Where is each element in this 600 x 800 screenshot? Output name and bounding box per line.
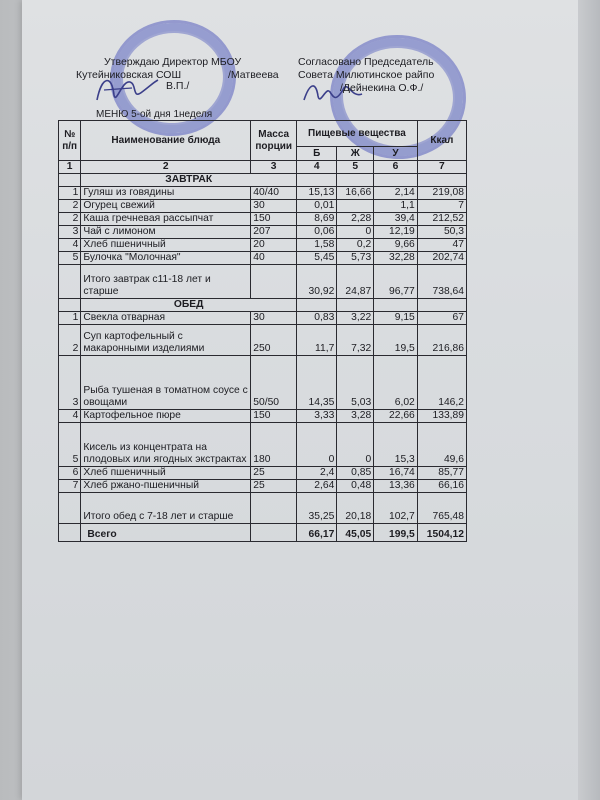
grand-total-u: 199,5 bbox=[374, 524, 418, 542]
header-kcal: Ккал bbox=[417, 121, 466, 161]
row-num: 4 bbox=[59, 410, 81, 423]
row-b: 5,45 bbox=[297, 252, 337, 265]
lunch-total-b: 35,25 bbox=[297, 493, 337, 524]
row-mass: 150 bbox=[251, 410, 297, 423]
table-row bbox=[59, 213, 467, 226]
row-num: 2 bbox=[59, 325, 81, 356]
approval-left-line1: Утверждаю Директор МБОУ bbox=[104, 56, 242, 68]
page-edge bbox=[578, 0, 600, 800]
row-u: 9,66 bbox=[374, 239, 418, 252]
row-num: 3 bbox=[59, 226, 81, 239]
approval-left-name: /Матвеева bbox=[228, 69, 279, 81]
row-b: 0 bbox=[297, 423, 337, 467]
row-b: 0,06 bbox=[297, 226, 337, 239]
row-zh: 3,22 bbox=[337, 312, 374, 325]
row-b: 3,33 bbox=[297, 410, 337, 423]
row-u: 6,02 bbox=[374, 356, 418, 410]
table-row bbox=[59, 356, 467, 410]
row-mass: 25 bbox=[251, 480, 297, 493]
row-u: 12,19 bbox=[374, 226, 418, 239]
row-name: Хлеб пшеничный bbox=[81, 467, 251, 480]
colnum: 6 bbox=[374, 161, 418, 174]
table-row bbox=[59, 252, 467, 265]
table-row bbox=[59, 325, 467, 356]
row-kcal: 212,52 bbox=[417, 213, 466, 226]
row-zh: 0,48 bbox=[337, 480, 374, 493]
row-zh: 0,2 bbox=[337, 239, 374, 252]
row-name: Хлеб пшеничный bbox=[81, 239, 251, 252]
row-kcal: 49,6 bbox=[417, 423, 466, 467]
row-b: 2,4 bbox=[297, 467, 337, 480]
row-u: 22,66 bbox=[374, 410, 418, 423]
row-num: 6 bbox=[59, 467, 81, 480]
row-name: Чай с лимоном bbox=[81, 226, 251, 239]
approval-right-name: /Дейнекина О.Ф./ bbox=[340, 82, 424, 94]
row-num: 2 bbox=[59, 200, 81, 213]
lunch-total-label: Итого обед с 7-18 лет и старше bbox=[81, 493, 251, 524]
row-mass: 30 bbox=[251, 200, 297, 213]
section-lunch-title: ОБЕД bbox=[81, 299, 297, 312]
row-mass: 250 bbox=[251, 325, 297, 356]
row-name: Кисель из концентрата на плодовых или ягодных экстрактах bbox=[81, 423, 251, 467]
row-b: 1,58 bbox=[297, 239, 337, 252]
row-u: 19,5 bbox=[374, 325, 418, 356]
header-mass: Масса порции bbox=[251, 121, 297, 161]
approval-left-line2: Кутейниковская СОШ bbox=[76, 69, 182, 81]
grand-total-zh: 45,05 bbox=[337, 524, 374, 542]
table-row bbox=[59, 467, 467, 480]
row-num: 4 bbox=[59, 239, 81, 252]
row-mass: 50/50 bbox=[251, 356, 297, 410]
grand-total-b: 66,17 bbox=[297, 524, 337, 542]
table-row bbox=[59, 226, 467, 239]
row-name: Рыба тушеная в томатном соусе с овощами bbox=[81, 356, 251, 410]
table-row bbox=[59, 187, 467, 200]
colnum: 1 bbox=[59, 161, 81, 174]
lunch-total-zh: 20,18 bbox=[337, 493, 374, 524]
section-breakfast-title: ЗАВТРАК bbox=[81, 174, 297, 187]
header-nutrients: Пищевые вещества bbox=[297, 121, 418, 147]
row-b: 2,64 bbox=[297, 480, 337, 493]
row-mass: 180 bbox=[251, 423, 297, 467]
row-kcal: 50,3 bbox=[417, 226, 466, 239]
row-b: 14,35 bbox=[297, 356, 337, 410]
header-num: № п/п bbox=[59, 121, 81, 161]
row-zh bbox=[337, 200, 374, 213]
row-name: Каша гречневая рассыпчат bbox=[81, 213, 251, 226]
row-zh: 0 bbox=[337, 226, 374, 239]
row-b: 15,13 bbox=[297, 187, 337, 200]
row-num: 1 bbox=[59, 312, 81, 325]
row-zh: 5,03 bbox=[337, 356, 374, 410]
row-kcal: 133,89 bbox=[417, 410, 466, 423]
row-kcal: 146,2 bbox=[417, 356, 466, 410]
row-u: 13,36 bbox=[374, 480, 418, 493]
row-u: 1,1 bbox=[374, 200, 418, 213]
breakfast-total-u: 96,77 bbox=[374, 265, 418, 299]
row-kcal: 67 bbox=[417, 312, 466, 325]
row-kcal: 85,77 bbox=[417, 467, 466, 480]
lunch-total-u: 102,7 bbox=[374, 493, 418, 524]
row-mass: 207 bbox=[251, 226, 297, 239]
grand-total-row bbox=[59, 524, 467, 542]
menu-table bbox=[58, 120, 467, 542]
breakfast-total-zh: 24,87 bbox=[337, 265, 374, 299]
row-b: 8,69 bbox=[297, 213, 337, 226]
breakfast-total-row bbox=[59, 265, 467, 299]
row-kcal: 7 bbox=[417, 200, 466, 213]
section-breakfast bbox=[59, 174, 467, 187]
table-row bbox=[59, 312, 467, 325]
row-zh: 2,28 bbox=[337, 213, 374, 226]
row-num: 5 bbox=[59, 252, 81, 265]
lunch-total-kcal: 765,48 bbox=[417, 493, 466, 524]
breakfast-total-b: 30,92 bbox=[297, 265, 337, 299]
row-u: 2,14 bbox=[374, 187, 418, 200]
approval-left-initials: В.П./ bbox=[166, 80, 190, 92]
colnum: 4 bbox=[297, 161, 337, 174]
row-num: 5 bbox=[59, 423, 81, 467]
row-name: Хлеб ржано-пшеничный bbox=[81, 480, 251, 493]
row-mass: 20 bbox=[251, 239, 297, 252]
menu-title: МЕНЮ 5-ой дня 1неделя bbox=[96, 109, 213, 120]
row-kcal: 219,08 bbox=[417, 187, 466, 200]
row-name: Свекла отварная bbox=[81, 312, 251, 325]
row-zh: 16,66 bbox=[337, 187, 374, 200]
table-row bbox=[59, 410, 467, 423]
row-name: Гуляш из говядины bbox=[81, 187, 251, 200]
row-u: 32,28 bbox=[374, 252, 418, 265]
row-zh: 7,32 bbox=[337, 325, 374, 356]
approval-right-line2: Совета Милютинское райпо bbox=[298, 69, 435, 81]
colnum: 5 bbox=[337, 161, 374, 174]
header-u: У bbox=[374, 147, 418, 161]
row-num: 2 bbox=[59, 213, 81, 226]
row-u: 15,3 bbox=[374, 423, 418, 467]
table-row bbox=[59, 423, 467, 467]
row-kcal: 202,74 bbox=[417, 252, 466, 265]
grand-total-label: Всего bbox=[81, 524, 251, 542]
breakfast-total-kcal: 738,64 bbox=[417, 265, 466, 299]
row-mass: 25 bbox=[251, 467, 297, 480]
row-kcal: 216,86 bbox=[417, 325, 466, 356]
header-zh: Ж bbox=[337, 147, 374, 161]
row-kcal: 47 bbox=[417, 239, 466, 252]
column-numbers-row bbox=[59, 161, 467, 174]
table-row bbox=[59, 239, 467, 252]
row-mass: 30 bbox=[251, 312, 297, 325]
row-mass: 40 bbox=[251, 252, 297, 265]
row-num: 1 bbox=[59, 187, 81, 200]
table-row bbox=[59, 200, 467, 213]
row-num: 3 bbox=[59, 356, 81, 410]
colnum: 7 bbox=[417, 161, 466, 174]
row-b: 0,01 bbox=[297, 200, 337, 213]
row-u: 39,4 bbox=[374, 213, 418, 226]
row-num: 7 bbox=[59, 480, 81, 493]
row-name: Огурец свежий bbox=[81, 200, 251, 213]
row-mass: 150 bbox=[251, 213, 297, 226]
header-b: Б bbox=[297, 147, 337, 161]
grand-total-kcal: 1504,12 bbox=[417, 524, 466, 542]
section-lunch bbox=[59, 299, 467, 312]
colnum: 3 bbox=[251, 161, 297, 174]
row-mass: 40/40 bbox=[251, 187, 297, 200]
row-name: Суп картофельный с макаронными изделиями bbox=[81, 325, 251, 356]
row-zh: 5,73 bbox=[337, 252, 374, 265]
row-zh: 0,85 bbox=[337, 467, 374, 480]
table-row bbox=[59, 480, 467, 493]
breakfast-total-label: Итого завтрак с11-18 лет и старше bbox=[81, 265, 251, 299]
row-zh: 0 bbox=[337, 423, 374, 467]
row-u: 16,74 bbox=[374, 467, 418, 480]
row-b: 0,83 bbox=[297, 312, 337, 325]
row-kcal: 66,16 bbox=[417, 480, 466, 493]
row-name: Булочка "Молочная" bbox=[81, 252, 251, 265]
colnum: 2 bbox=[81, 161, 251, 174]
row-zh: 3,28 bbox=[337, 410, 374, 423]
approval-right-line1: Согласовано Председатель bbox=[298, 56, 434, 68]
row-u: 9,15 bbox=[374, 312, 418, 325]
row-b: 11,7 bbox=[297, 325, 337, 356]
header-name: Наименование блюда bbox=[81, 121, 251, 161]
row-name: Картофельное пюре bbox=[81, 410, 251, 423]
lunch-total-row bbox=[59, 493, 467, 524]
